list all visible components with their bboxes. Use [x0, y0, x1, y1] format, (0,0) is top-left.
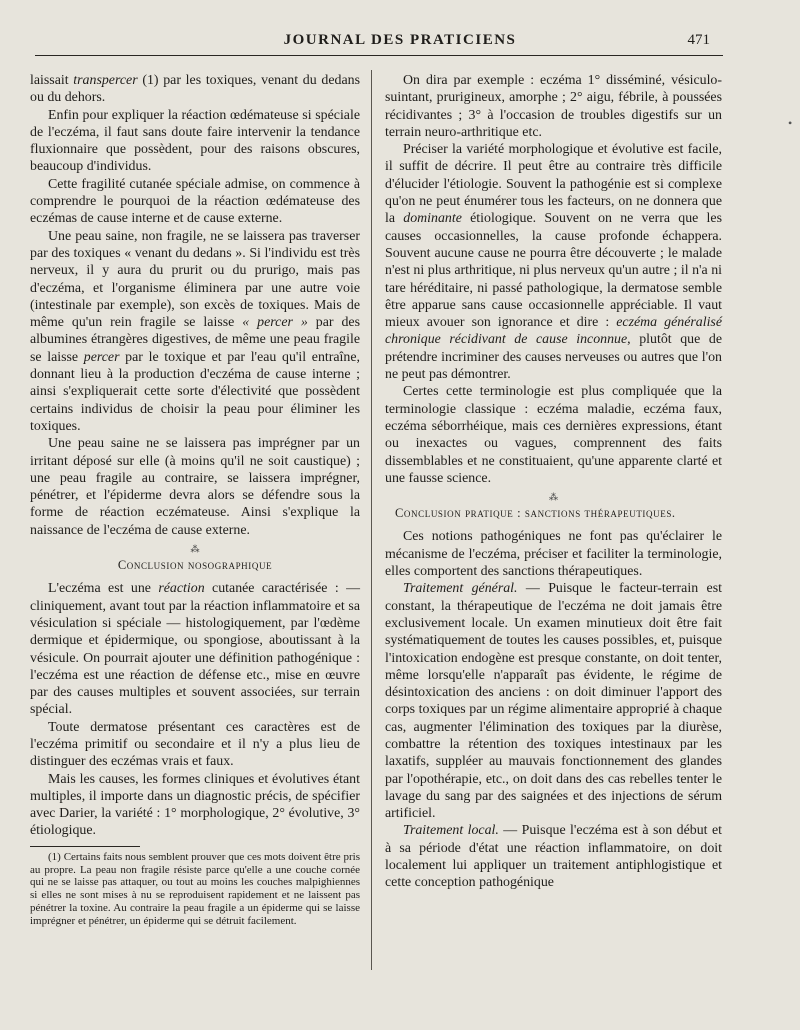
margin-mark: •	[788, 116, 793, 130]
paragraph: On dira par exemple : eczéma 1° disséminé, vésiculo-suintant, prurigineux, amorphe ; 2° aigu, fébrile, à poussées récidivantes ; 3° à l'occasion de troubles digestifs sur un terrain neuro-arthritique etc.	[385, 73, 722, 140]
paragraph: Ces notions pathogéniques ne font pas qu'éclairer le mécanisme de l'eczéma, préciser et faciliter la terminologie, elles comportent des sanctions thérapeutiques.	[385, 529, 722, 580]
paragraph: Certes cette terminologie est plus compliquée que la terminologie classique : eczéma maladie, eczéma faux, eczéma séborrhéique, mais ces dernières expressions, étant ou inexactes ou vagues, comprennent des faits dissemblables et ne constituaient, qu'une apparente clarté et une fausse science.	[385, 384, 722, 486]
paragraph: Toute dermatose présentant ces caractères est de l'eczéma primitif ou secondaire et il n'y a plus lieu de distinguer des eczémas vrais et faux.	[30, 719, 360, 770]
column-divider	[371, 70, 372, 970]
header-rule	[35, 55, 723, 56]
running-head	[0, 30, 800, 56]
paragraph: Traitement local. — Puisque l'eczéma est à son début et à sa période d'état une réaction inflammatoire, on doit localement lui appliquer un traitement antiphlogistique et cette conception pathogénique	[385, 823, 722, 891]
paragraph: Préciser la variété morphologique et évolutive est facile, il suffit de décrire. Il peut être au contraire très difficile d'élucider l'étiologie. Souvent la pathogénie est si complexe qu'on ne peut énumérer tous les facteurs, on ne donnera que la dominante étiologique. Souvent on ne verra que les causes occasionnelles, la cause profonde échappera. Souvent aucune cause ne pourra être découverte ; le malade n'est ni plus arthritique, ni plus nerveux qu'un autre ; il n'a ni tare héréditaire, ni passé pathologique, la dermatose semble être apparue sans cause occasionnelle appréciable. Il vaut mieux avouer son ignorance et dire : eczéma généralisé chronique récidivant de cause inconnue, plutôt que de prétendre incriminer des causes nerveuses ou autres que l'on ne peut pas démontrer.	[385, 142, 722, 383]
asterism: ⁂	[190, 544, 200, 555]
paragraph: laissait transpercer (1) par les toxiques, venant du dedans ou du dehors.	[30, 73, 360, 106]
paragraph: Cette fragilité cutanée spéciale admise, on commence à comprendre le pourquoi de la réaction œdémateuse des eczémas de cause interne et de cause externe.	[30, 176, 360, 227]
paragraph: Une peau saine, non fragile, ne se laissera pas traverser par des toxiques « venant du dedans ». Si l'individu est très nerveux, il y aura du prurit ou du prurigo, mais pas d'eczéma, et l'organisme éliminera par une autre voie (intestinale par exemple), son excès de toxiques. Mais de même qu'un rein fragile se laisse « percer » par des albumines étrangères digestives, de même une peau fragile se laisse percer par le toxique et par l'eau qu'il entraîne, donnant lieu à la production d'eczéma de cause interne ; ainsi s'expliquerait cette sorte d'électivité que possèdent certains individus de choisir la peau pour éliminer les toxiques.	[30, 228, 360, 434]
paragraph: Enfin pour expliquer la réaction œdémateuse si spéciale de l'eczéma, il faut sans doute faire intervenir la tendance fluxionnaire que possèdent, pour des raisons obscures, beaucoup d'individus.	[30, 107, 360, 175]
section-heading-nosographique: Conclusion nosographique	[117, 558, 273, 573]
page-number: 471	[687, 32, 710, 48]
paragraph: Traitement général. — Puisque le facteur-terrain est constant, la thérapeutique de l'eczéma ne doit jamais être exclusivement locale. Un examen minutieux doit être fait systématiquement de toutes les causes possibles, et, puisque l'intoxication endogène est presque constante, on doit tenter, même lorsqu'elle n'apparaît pas évidente, le régime de désintoxication des anciens : on doit diminuer l'apport des corps toxiques par un régime alimentaire approprié à chaque cas, augmenter l'élimination des toxiques par la diurèse, combattre la rétention des toxiques intestinaux par les laxatifs, suppléer au mauvais fonctionnement des glandes par l'opothérapie, etc., on doit dans des cas rebelles tenter le lavage du sang par des saignées et des injections de sérum artificiel.	[385, 581, 722, 822]
paragraph: Une peau saine ne se laissera pas imprégner par un irritant déposé sur elle (à moins qu'il ne soit caustique) ; une peau fragile au contraire, se laissera imprégner, pénétrer, et l'épiderme devra alors se défendre sous la forme de réaction eczémateuse. Ainsi s'explique la naissance de l'eczéma de cause externe.	[30, 436, 360, 538]
section-heading-pratique: Conclusion pratique : sanctions thérapeutiques.	[395, 506, 676, 521]
left-column	[30, 72, 360, 928]
right-column	[385, 72, 722, 892]
footnote-rule	[30, 846, 140, 847]
asterism: ⁂	[549, 492, 558, 503]
paragraph: Mais les causes, les formes cliniques et évolutives étant multiples, il importe dans un diagnostic précis, de spécifier avec Darier, la variété : 1° morphologique, 2° évolutive, 3° étiologique.	[30, 771, 360, 839]
journal-title: JOURNAL DES PRATICIENS	[283, 32, 517, 48]
paragraph: L'eczéma est une réaction cutanée caractérisée : — cliniquement, avant tout par la réaction inflammatoire et sa vésiculation si spéciale — histologiquement, par l'œdème dermique et épidermique, ou spongiose, aboutissant à la vésicule. On pourrait ajouter une définition pathogénique : l'eczéma est une réaction de défense etc., mise en œuvre par des causes multiples et souvent associées, sur terrain spécial.	[30, 581, 360, 718]
footnote: (1) Certains faits nous semblent prouver que ces mots doivent être pris au propre. La peau non fragile résiste parce qu'elle a une couche cornée qui ne se laisse pas attaquer, ou tout au moins les couches malpighiennes si elles ne sont mises à nu se reproduisent rapidement et ne laissent pas pénétrer la toxine. Au contraire la peau fragile a un épiderme qui se laisse imprégner et pénétrer, un épiderme qui se détruit facilement.	[30, 850, 360, 927]
